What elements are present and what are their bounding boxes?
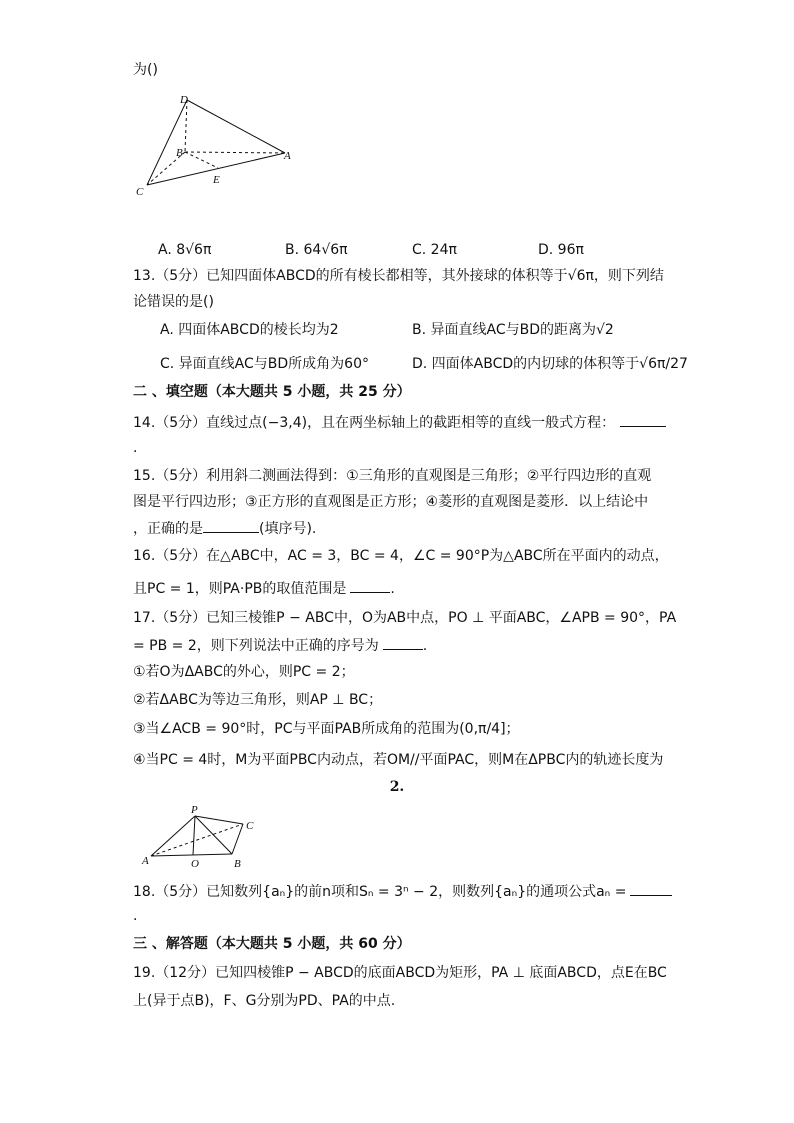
vertex-label-p: P: [191, 804, 198, 816]
q17-item-4-value: 2.: [389, 779, 405, 795]
answer-blank: [350, 578, 390, 593]
answer-blank: [203, 518, 259, 533]
q12-option-d: D. 96π: [538, 242, 584, 258]
q13-option-c: C. 异面直线AC与BD所成角为60°: [160, 356, 369, 372]
q14-text: 14.（5分）直线过点(−3,4)，且在两坐标轴上的截距相等的直线一般式方程：: [133, 415, 616, 431]
vertex-label-d: D: [180, 94, 188, 106]
q12-option-a: A. 8√6π: [158, 242, 212, 258]
q16-stem-line2: [133, 578, 395, 599]
q16-text: 且PC = 1，则PA·PB的取值范围是: [133, 581, 347, 597]
q15-stem-line1: 15.（5分）利用斜二测画法得到：①三角形的直观图是三角形；②平行四边形的直观: [133, 468, 652, 484]
q18-end: .: [133, 908, 138, 924]
q15-stem-line3: [133, 518, 316, 539]
q17-item-3: ③当∠ACB = 90°时，PC与平面PAB所成角的范围为(0,π/4]；: [133, 721, 520, 737]
tetrahedron-figure: [130, 90, 300, 200]
q19-stem-line2: 上(异于点B)，F、G分别为PD、PA的中点.: [133, 993, 396, 1009]
q13-option-d: D. 四面体ABCD的内切球的体积等于√6π/27: [412, 356, 688, 372]
question-fragment: 为(): [133, 62, 158, 78]
vertex-label-o: O: [191, 858, 199, 870]
q18-stem: [133, 881, 672, 902]
q12-option-b: B. 64√6π: [285, 242, 348, 258]
q13-option-b: B. 异面直线AC与BD的距离为√2: [412, 322, 614, 338]
q19-stem-line1: 19.（12分）已知四棱锥P − ABCD的底面ABCD为矩形，PA ⊥ 底面ABCD，点E在BC: [133, 965, 667, 981]
vertex-label-b: B: [234, 858, 241, 870]
q17-stem-line2: [133, 635, 427, 656]
section-heading-fill-in: 二 、填空题（本大题共 5 小题，共 25 分）: [133, 384, 411, 400]
q13-option-a: A. 四面体ABCD的棱长均为2: [160, 322, 339, 338]
q14-stem: [133, 412, 666, 433]
q17-item-4: ④当PC = 4时，M为平面PBC内动点，若OM//平面PAC，则M在ΔPBC内的轨迹长度为: [133, 752, 664, 768]
vertex-label-e: E: [213, 174, 220, 186]
q16-stem-line1: 16.（5分）在△ABC中，AC = 3，BC = 4，∠C = 90°P为△ABC所在平面内的动点，: [133, 548, 669, 564]
q16-text-end: .: [390, 581, 395, 597]
q17-item-1: ①若O为ΔABC的外心，则PC = 2；: [133, 664, 355, 680]
q13-stem-line1: 13.（5分）已知四面体ABCD的所有棱长都相等，其外接球的体积等于√6π，则下列结: [133, 268, 664, 284]
vertex-label-a: A: [142, 855, 149, 867]
q17-stem-line1: 17.（5分）已知三棱锥P − ABC中，O为AB中点，PO ⊥ 平面ABC，∠APB = 90°，PA: [133, 610, 677, 626]
q14-end: .: [133, 440, 138, 456]
q15-text: ，正确的是: [133, 521, 203, 537]
q17-text-end: .: [422, 638, 428, 654]
q15-text-end: (填序号).: [259, 521, 317, 537]
section-heading-solutions: 三 、解答题（本大题共 5 小题，共 60 分）: [133, 936, 411, 952]
q17-text: = PB = 2，则下列说法中正确的序号为: [133, 638, 379, 654]
pyramid-figure: [140, 804, 270, 870]
q17-item-2: ②若ΔABC为等边三角形，则AP ⊥ BC；: [133, 692, 383, 708]
answer-blank: [383, 635, 423, 650]
vertex-label-c: C: [246, 820, 254, 832]
q15-stem-line2: 图是平行四边形；③正方形的直观图是正方形；④菱形的直观图是菱形．以上结论中: [133, 494, 649, 510]
q18-text: 18.（5分）已知数列{aₙ}的前n项和Sₙ = 3ⁿ − 2，则数列{aₙ}的通项公式aₙ =: [133, 884, 627, 900]
vertex-label-a: A: [284, 150, 291, 162]
answer-blank: [630, 881, 672, 896]
q12-option-c: C. 24π: [412, 242, 457, 258]
q13-stem-line2: 论错误的是(): [133, 294, 214, 310]
vertex-label-b: B: [176, 147, 183, 159]
answer-blank: [620, 412, 666, 427]
vertex-label-c: C: [136, 186, 144, 198]
